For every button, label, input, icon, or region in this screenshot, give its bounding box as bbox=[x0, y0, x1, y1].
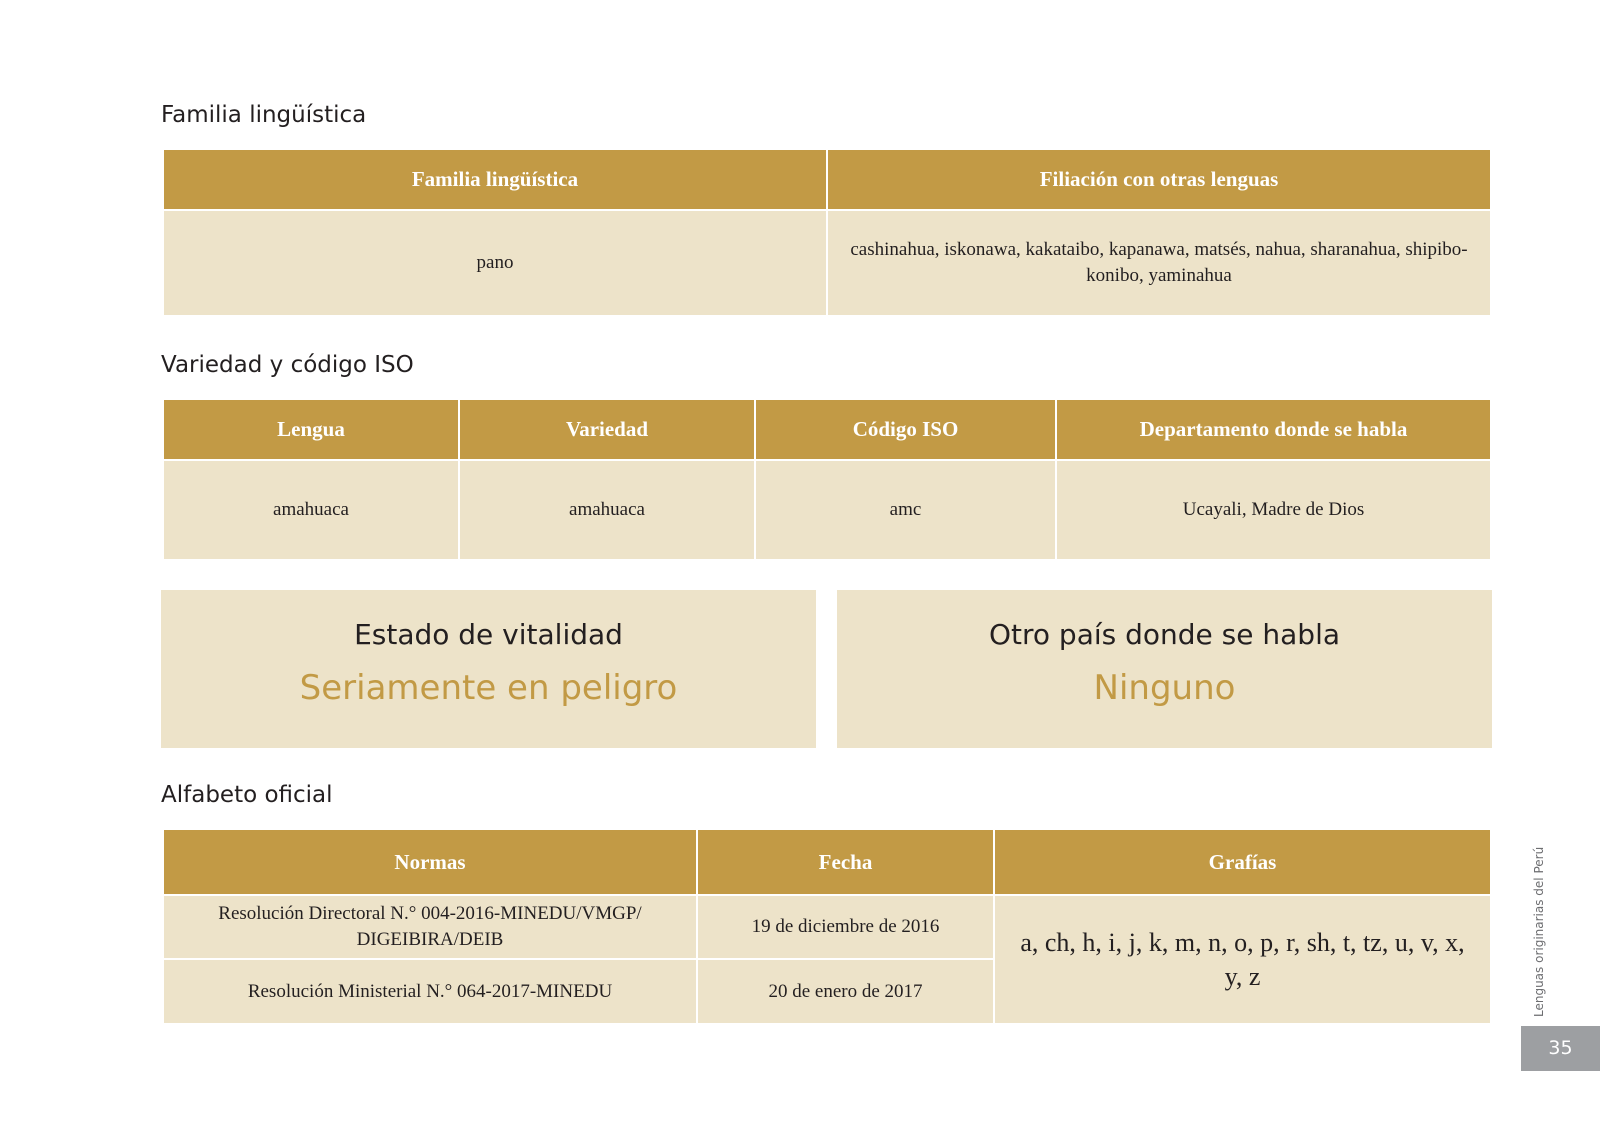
table-header-row bbox=[163, 399, 1491, 460]
column-header-departamento: Departamento donde se habla bbox=[1056, 399, 1491, 460]
table-header-row bbox=[163, 829, 1491, 895]
filiacion-cell: cashinahua, iskonawa, kakataibo, kapanawa, matsés, nahua, sharanahua, shipibo-konibo, yaminahua bbox=[827, 210, 1491, 316]
publication-side-label: Lenguas originarias del Perú bbox=[1532, 846, 1546, 1017]
norma-cell: Resolución Ministerial N.° 064-2017-MINEDU bbox=[163, 959, 697, 1024]
norma-cell: Resolución Directoral N.° 004-2016-MINEDU/VMGP/ DIGEIBIRA/DEIB bbox=[163, 895, 697, 959]
vitalidad-label: Estado de vitalidad bbox=[354, 618, 623, 651]
fecha-cell: 19 de diciembre de 2016 bbox=[697, 895, 994, 959]
alfabeto-section-title: Alfabeto oficial bbox=[161, 782, 333, 808]
column-header-variedad: Variedad bbox=[459, 399, 755, 460]
variedad-section-title: Variedad y código ISO bbox=[161, 352, 414, 378]
codigo-iso-cell: amc bbox=[755, 460, 1056, 560]
table-header-row bbox=[163, 149, 1491, 210]
otro-pais-value: Ninguno bbox=[1093, 668, 1236, 708]
otro-pais-box bbox=[837, 590, 1492, 748]
alfabeto-table bbox=[162, 828, 1492, 1025]
variedad-cell: amahuaca bbox=[459, 460, 755, 560]
table-row bbox=[163, 210, 1491, 316]
variedad-table bbox=[162, 398, 1492, 561]
departamento-cell: Ucayali, Madre de Dios bbox=[1056, 460, 1491, 560]
vitalidad-box bbox=[161, 590, 816, 748]
familia-cell: pano bbox=[163, 210, 827, 316]
grafias-cell: a, ch, h, i, j, k, m, n, o, p, r, sh, t, tz, u, v, x, y, z bbox=[994, 895, 1491, 1024]
column-header-lengua: Lengua bbox=[163, 399, 459, 460]
column-header-grafias: Grafías bbox=[994, 829, 1491, 895]
column-header-familia: Familia lingüística bbox=[163, 149, 827, 210]
vitalidad-value: Seriamente en peligro bbox=[299, 668, 678, 708]
lengua-cell: amahuaca bbox=[163, 460, 459, 560]
familia-table bbox=[162, 148, 1492, 317]
fecha-cell: 20 de enero de 2017 bbox=[697, 959, 994, 1024]
column-header-fecha: Fecha bbox=[697, 829, 994, 895]
table-row bbox=[163, 460, 1491, 560]
column-header-filiacion: Filiación con otras lenguas bbox=[827, 149, 1491, 210]
page-number: 35 bbox=[1521, 1026, 1600, 1071]
column-header-codigo-iso: Código ISO bbox=[755, 399, 1056, 460]
column-header-normas: Normas bbox=[163, 829, 697, 895]
table-row bbox=[163, 895, 1491, 959]
familia-section-title: Familia lingüística bbox=[161, 102, 367, 128]
otro-pais-label: Otro país donde se habla bbox=[988, 618, 1341, 651]
